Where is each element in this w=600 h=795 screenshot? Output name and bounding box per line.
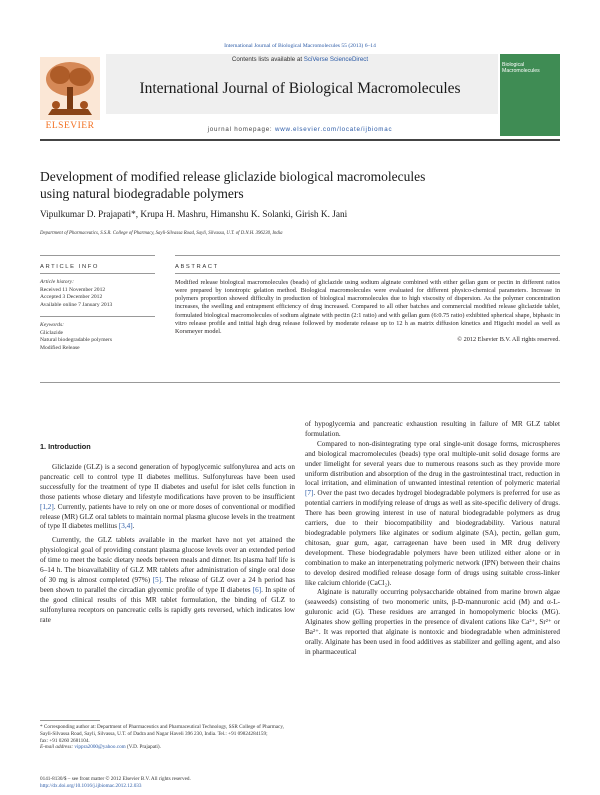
text: Currently, the GLZ tablets available in the market have not yet attained the physiological goal of providing constant plasma glucose levels over an extended period of time to meet the basic dietary needs between meals and dinner. Its plasma half life is 6–14 h. The bioavailability of GLZ MR tablets after administration of single oral dose of 30 mg is almost completed (97%) [40, 536, 295, 584]
article-title-line1: Development of modified release gliclazide biological macromolecules [40, 169, 426, 184]
article-authors: Vipulkumar D. Prajapati*, Krupa H. Mashru, Himanshu K. Solanki, Girish K. Jani [40, 210, 348, 220]
journal-homepage [0, 126, 600, 133]
paragraph [305, 588, 560, 657]
keywords [40, 322, 160, 352]
abstract-heading: ABSTRACT [175, 264, 219, 270]
text: Compared to non-disintegrating type oral single-unit dosage forms, microspheres and biological macromolecules (beads) type oral multiple-unit solid dosage forms are under limelight for several years due to numerous reasons such as they provide more uniform distribution and absorption of the drug in the gastrointestinal tract, reduction in local irritation, and elimination of unwanted intestinal retention of polymeric material [305, 439, 560, 488]
paragraph [40, 536, 295, 625]
email-suffix: (V.D. Prajapati). [127, 744, 161, 751]
section-heading-introduction: 1. Introduction [40, 442, 91, 451]
info-head-rule [40, 273, 155, 274]
received-date: Received 11 November 2012 [40, 286, 106, 293]
abstract-copyright: © 2012 Elsevier B.V. All rights reserved. [457, 336, 560, 344]
article-meta-footer [40, 776, 340, 790]
text: Alginate is naturally occurring polysaccharide obtained from marine brown algae (seaweeds) consisting of two monomeric units, β-D-mannuronic acid (M) and α-L-guluronic acid (G). These residues are arranged in homopolymeric blocks (MG). Alginates show gelling properties in the presence of divalent cations like Ca²⁺, Sr²⁺ or Ba²⁺. It was reported that alginate is nontoxic and biodegradable when administered orally. Alginate has been used in food additives as stabilizer and gelling agent, and also in pharmaceutical [305, 588, 560, 656]
abstract-bottom-rule [40, 382, 560, 383]
article-title-line2: using natural biodegradable polymers [40, 186, 244, 201]
cover-title-line1: Biological [502, 62, 525, 68]
corresponding-author-footnote [40, 724, 295, 751]
right-column [305, 420, 560, 658]
journal-cover-title [502, 62, 558, 74]
text: of hypoglycemia and pancreatic exhaustion resulting in failure of MR GLZ tablet formulation. [305, 420, 560, 438]
citation-link[interactable]: [1,2] [40, 502, 54, 511]
journal-citation: International Journal of Biological Macromolecules 55 (2013) 6–14 [224, 43, 376, 49]
header-divider [40, 139, 560, 141]
paragraph [40, 463, 295, 532]
footnote-email [40, 744, 295, 751]
text: . Currently, patients have to rely on one or more doses of conventional or modified release (MR) GLZ oral tablets to maintain normal plasma glucose levels in the treatment of type II diabetes mellitus [40, 502, 295, 531]
footnote-address: * Corresponding author at: Department of Pharmaceutics and Pharmaceutical Technology, SSR College of Pharmacy, Sayli-Silvassa Road, Sayli, Silvassa, U.T. of Dadra and Nagar Haveli 396 230, India. Tel.: +91 09824284159; [40, 724, 284, 737]
text: . The release of GLZ over a 24 h period has been shown to parallel the circadian glycemic profile of type II diabetes [40, 575, 296, 594]
text: . [132, 522, 135, 531]
abstract-text: Modified release biological macromolecules (beads) of gliclazide using sodium alginate combined with either gellan gum or pectin in different ratios were prepared by ionotropic gelation method. Biological macromolecules were evaluated for different physico-chemical parameters. Increase in polymers proportion showed difficulty in production of biological macromolecules due to high viscosity of dispersion. As the polymer concentration increases, the swelling and entrapment efficiency of drug increased. Compared to all other batches and commercial modified release gliclazide tablet, formulated biological macromolecules of sodium alginate with pectin (2:1 ratio) and with gellan gum (6:0.75 ratio) exhibited spherical shape, biphasic in vitro release profile and initial high drug release followed by moderate release up to 12 h as matrix diffusion kinetics and Higuchi model as well as Korsmeyer model. [175, 279, 560, 335]
keyword-item: Natural biodegradable polymers [40, 337, 113, 343]
email-link[interactable]: vippra2000@yahoo.com [74, 744, 126, 751]
paragraph [305, 420, 560, 440]
keyword-item: Gliclazide [40, 329, 63, 336]
elsevier-wordmark: ELSEVIER [45, 121, 95, 131]
article-affiliation: Department of Pharmaceutics, S.S.R. College of Pharmacy, Sayli-Silvassa Road, Sayli, Silvassa, U.T. of D.N.H. 396230, India [40, 231, 283, 236]
homepage-url-link[interactable]: www.elsevier.com/locate/ijbiomac [274, 126, 393, 133]
doi-link[interactable]: http://dx.doi.org/10.1016/j.ijbiomac.2012.12.033 [40, 782, 142, 789]
footnote-rule [40, 720, 100, 721]
accepted-date: Accepted 3 December 2012 [40, 294, 103, 300]
info-top-rule [40, 255, 155, 256]
contents-prefix: Contents lists available at [231, 56, 303, 63]
homepage-label: journal homepage: [207, 126, 273, 133]
citation-link[interactable]: [6] [252, 585, 262, 594]
sciencedirect-link[interactable]: SciVerse ScienceDirect [303, 56, 369, 63]
left-column [40, 463, 295, 626]
citation-link[interactable]: [7] [305, 489, 314, 498]
paragraph [305, 440, 560, 589]
footnote-fax: fax: +91 0260 2681104. [40, 737, 90, 744]
cover-title-line2: Macromolecules [502, 68, 540, 74]
text: Gliclazide (GLZ) is a second generation of hypoglycemic sulfonylurea and acts on pancreatic cell to control type II diabetes mellitus. Sulfonylureas have been used successfully for the treatment of type II diabetes and useful for islet cells function in those patients whose dietary and lifestyle modifications have proven to be insufficient [40, 463, 295, 501]
keyword-item: Modified Release [40, 344, 80, 351]
history-heading: Article history: [40, 279, 75, 285]
info-mid-rule [40, 316, 155, 317]
elsevier-tree-icon [40, 57, 100, 120]
citation-link[interactable]: [3,4] [118, 522, 133, 531]
text: . Over the past two decades hydrogel biodegradable polymers is preferred for use as potential carriers in modifying release of drugs as well as site-specific delivery of drugs. There has been growing interest in use of natural biodegradable polymers as drug carriers, due to their biocompatibility and biodegradability. Various natural biodegradable polymers like alginates or sodium alginate (SA), pectin, gellan gum, chitosan, guar gum, agar, carrageenan have been used in MR drug delivery development. These biodegradable polymers have been utilized either alone or in combination to make an interpenetrating polymeric network (IPN) between their chains to develop desired modified release dosage form of drugs using suitable cross-linker like calcium chloride (CaCl₂). [305, 489, 560, 587]
email-label: E-mail address: [40, 744, 74, 751]
keywords-heading: Keywords: [40, 322, 65, 328]
citation-link[interactable]: [5] [152, 575, 162, 584]
journal-name: International Journal of Biological Macromolecules [139, 80, 461, 97]
article-info-heading: ARTICLE INFO [40, 264, 100, 270]
online-date: Available online 7 January 2013 [40, 301, 113, 308]
abstract-head-rule [175, 273, 560, 274]
abstract-top-rule [175, 255, 560, 256]
text: . In spite of the good clinical results of this MR tablet formulation, the binding of GLZ to sulfonylurea receptors on pancreatic cells is rapidly gets reversed, which indicates low rate [40, 585, 295, 624]
article-history [40, 279, 160, 309]
abstract-body [175, 279, 560, 344]
issn-line: 0141-8130/$ – see front matter © 2012 Elsevier B.V. All rights reserved. [40, 776, 191, 782]
article-title [40, 168, 560, 202]
